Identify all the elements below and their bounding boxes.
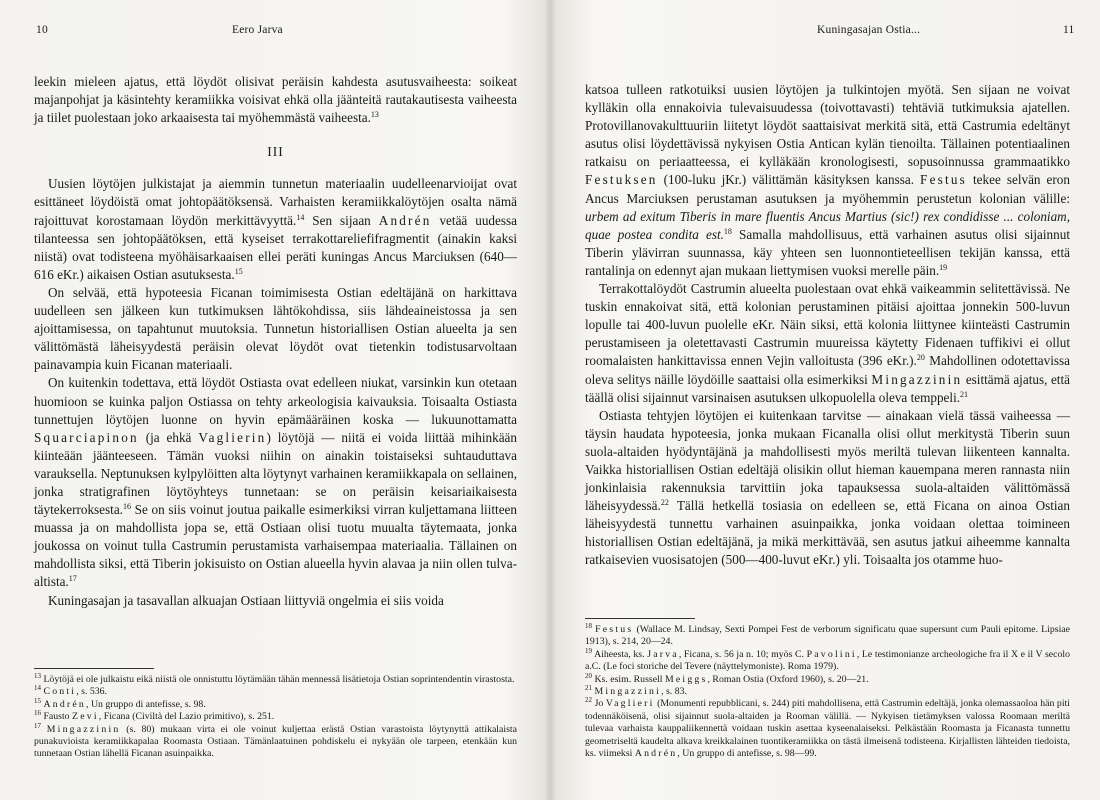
- footnote-ref: 13: [370, 110, 379, 120]
- footnote-rule: [585, 618, 695, 619]
- text-run: (100-luku jKr.) välittämän käsityksen kanssa.: [657, 172, 921, 188]
- right-page: [551, 0, 1100, 800]
- footnote: [34, 674, 517, 686]
- text-run: Aiheesta, ks.: [592, 648, 648, 660]
- text-run: Uusien löytöjen julkistajat ja aiemmin tunnetun materiaalin uudelleenarvioijat ovat esittäneet löydöistä omat johtopäätöksensä. Varhaisten keramiikkalöytöjen osalta nämä rajoittuvat korostamaan löydön merkittävyyttä.: [34, 176, 517, 228]
- text-run: tekee selvän eron Ancus Marciuksen perustaman asutuksen ja myöhemmin perustetun kolonian välille:: [585, 172, 1070, 206]
- author-name: Conti: [43, 686, 77, 698]
- text-run: Ostiasta tehtyjen löytöjen ei kuitenkaan tarvitse — ainakaan vielä tässä vaiheessa — täysin haudata hypoteesia, jonka mukaan Ficanalla olisi ollut merkitystä Tiberin suun suola-altaiden hyödyntäjänä ja mahdollisesti myös meriltä tulevan liikenteen kannalta. Vaikka historiallisen Ostian edeltäjä olisikin ollut hieman kauempana meren rannasta niin jonkinlaisia rakennuksia tarvittiin joka tapauksessa suola-altaiden välittömässä läheisyydessä.: [585, 407, 1070, 514]
- footnote: [585, 698, 1070, 760]
- paragraph: [585, 407, 1070, 570]
- author-name: Mingazzini: [594, 686, 662, 698]
- paragraph: [34, 175, 517, 284]
- paragraph: [34, 374, 517, 591]
- footnote-ref: 22: [585, 696, 592, 705]
- text-run: Jo: [592, 698, 606, 710]
- footnote: [585, 624, 1070, 649]
- text-run: , Roman Ostia (Oxford 1960), s. 20—21.: [707, 673, 869, 685]
- text-run: Kuningasajan ja tasavallan alkuajan Ostiaan liittyviä ongelmia ei siis voida: [48, 592, 444, 608]
- footnote: [585, 646, 1071, 674]
- text-run: Ks. esim. Russell: [592, 673, 665, 685]
- text-run: Se on siis voinut joutua paikalle esimerkiksi virran kuljettamana liitteen muassa ja on mahdollista jopa se, että Ostiaan olisi tuotu muualta täytemaata, jonka joukossa on voinut tulla Castrumin perustamista varhaisempaa materiaalia. Tällainen on mahdollista siksi, että Tiberin jokisuisto on Ostian alueella hyvin alavaa ja niin ollen tulva-altista.: [34, 502, 517, 590]
- author-name: Pavolini: [806, 648, 857, 660]
- left-paragraphs: [34, 73, 517, 127]
- footnote-ref: 16: [122, 502, 131, 512]
- paragraph: [34, 73, 517, 127]
- footnote-ref: 18: [723, 226, 732, 236]
- text-run: On kuitenkin todettava, että löydöt Ostiasta ovat edelleen niukat, varsinkin kun otetaan huomioon se kuinka paljon Ostiassa on tehty arkeologisia kaivauksia. Toisaalta Ostiasta tunnettujen löytöjen luonne on hyvin epämääräinen koska — lukuunottamatta: [34, 375, 517, 427]
- author-name: Andrén: [378, 212, 432, 228]
- author-name: Zevi: [72, 711, 99, 723]
- text-run: , Un gruppo di antefisse, s. 98—99.: [677, 748, 817, 760]
- author-name: Squarciapinon: [34, 429, 139, 445]
- left-body-text: [34, 73, 517, 610]
- footnote: [34, 686, 517, 698]
- paragraph: [585, 81, 1070, 280]
- text-run: , s. 536.: [76, 686, 107, 698]
- running-head-title: Kuningasajan Ostia...: [817, 24, 921, 36]
- text-run: Sen sijaan: [304, 212, 379, 228]
- text-run: Terrakottalöydöt Castrumin alueelta puolestaan ovat ehkä vaikeammin selitettävissä. Ne tuskin ennakoivat sitä, että kolonian perustaminen pitäisi ajoittaa jonnekin 500-luvun lopulle tai 400-luvun puolelle eKr. Näin siksi, että kolonia liittynee kiinteästi Castrumin perustamiseen ja oletettavasti Castrumin muureissa käytetty Fidenaen tuffikivi ei ollut roomalaisten hankittavissa ennen Vejin valloitusta (396 eKr.).: [585, 281, 1070, 369]
- footnote-ref: 22: [660, 498, 669, 508]
- text-run: (Wallace M. Lindsay, Sexti Pompei Fest de verborum significatu quae supersunt cum Pauli epitome. Lipsiae 1913), s. 214, 20—24.: [585, 624, 1070, 648]
- author-name: Mingazzinin: [871, 371, 963, 387]
- footnote-rule: [34, 668, 154, 669]
- running-head-author: Eero Jarva: [232, 24, 283, 36]
- text-run: Löytöjä ei ole julkaistu eikä niistä ole onnistuttu löytämään tähän mennessä lisätietoja Ostian soprintendentin virastosta.: [41, 674, 515, 685]
- footnote-ref: 14: [296, 212, 305, 222]
- left-paragraphs-after: [34, 175, 517, 609]
- author-name: Jarva: [647, 648, 679, 660]
- author-name: Meiggs: [664, 673, 708, 685]
- section-heading: III: [267, 144, 284, 160]
- footnote: [34, 711, 517, 723]
- text-run: (Monumenti repubblicani, s. 244) piti mahdollisena, että Castrumin edeltäjä, jonka olemassaoloa hän piti todennäköisenä, olisi sijainnut suola-altaiden ja Rooman välillä. — Nykyisen tietämyksen valossa Roomaan meriltä tulevaa varhaista kauppaliikennettä voidaan tuskin asettaa kyseenalaiseksi. Pelkästään Roomasta ja Ficanasta tunnettu geometriseltä kaudelta alkava kreikkalainen tuontikeramiikka on tästä ilmeisenä todisteena. Kirjallisten lähteiden tiedoista, ks. viimeksi: [585, 698, 1070, 760]
- paragraph: [585, 280, 1070, 407]
- author-name: Andrén: [634, 748, 678, 760]
- author-name: Festuksen: [585, 172, 658, 188]
- footnote-ref: 19: [939, 262, 948, 272]
- text-run: (s. 80) mukaan virta ei ole voinut kuljettaa erästä Ostian varastoista löytynyttä attikalaista punakuvioista keramiikkapalaa Roomasta Ostiaan. Tämänlaatuinen pohdiskelu ei nykyään ole tarpeen, etenkään kun tunnetaan Ostian lähellä Ficanan asuinpaikka.: [34, 723, 517, 760]
- right-footnotes: [585, 624, 1070, 760]
- footnote-ref: 18: [585, 622, 592, 630]
- footnote-ref: 21: [960, 389, 969, 399]
- footnote-ref: 19: [585, 646, 592, 655]
- footnote: [34, 696, 517, 711]
- right-body-text: [585, 81, 1070, 570]
- footnote-ref: 16: [34, 709, 41, 718]
- author-name: Vaglieri: [605, 698, 655, 710]
- text-run: Fausto: [41, 711, 73, 723]
- footnote-ref: 20: [585, 671, 592, 680]
- author-name: Festus: [920, 172, 967, 188]
- footnote: [585, 671, 1070, 686]
- text-run: esittämä ajatus, että täällä olisi sijainnut varsinaisen asutuksen ulkopuolella oleva temppeli.: [585, 371, 1070, 405]
- text-run: vetää uudessa tilanteessa sen johtopäätöksen, että kyseiset terrakottareliefifragmentit (ainakin kaksi niistä) ovat todisteena myöhäisarkaaisen ellei peräti kuningas Ancus Marciuksen (640—616 eKr.) aikaisen Ostian asutuksesta.: [34, 212, 517, 282]
- text-run: leekin mieleen ajatus, että löydöt olisivat peräisin kahdesta asutusvaiheesta: soikeat majanpohjat ja käsintehty keramiikka voisivat ehkä olla jäänteitä rautakautisesta vaiheesta ja tiilet puolestaan joko arkaaisesta tai myöhemmästä vaiheesta.: [34, 74, 517, 126]
- author-name: Mingazzinin: [46, 723, 121, 735]
- text-run: urbem ad exitum Tiberis in mare fluentis Ancus Martius (sic!) rex condidisse ... coloniam, quae postea condita est.: [585, 208, 1070, 242]
- footnote-ref: 20: [916, 353, 925, 363]
- text-run: , Ficana (Civiltà del Lazio primitivo), s. 251.: [98, 711, 275, 723]
- footnote: [34, 721, 517, 761]
- left-page: [0, 0, 549, 800]
- text-run: , s. 83.: [661, 686, 687, 698]
- text-run: ) löytöjä — niitä ei voida liittää mihinkään kiinteään jäänteeseen. Tämän vuoksi niihin on ainakin toistaiseksi suhtauduttava varauksella. Neptunuksen kylpylöitten alta löytynyt varhainen keramiikkapala on sellainen, jonka stratigrafinen löytöyhteys tunnetaan: se on peräisin keisariaikaisesta täytekerroksesta.: [34, 429, 517, 518]
- footnote-ref: 13: [34, 672, 41, 680]
- footnote-ref: 17: [68, 574, 77, 584]
- footnote-ref: 17: [34, 721, 41, 730]
- text-run: (ja ehkä: [138, 429, 199, 445]
- paragraph: [34, 592, 517, 610]
- text-run: On selvää, että hypoteesia Ficanan toimimisesta Ostian edeltäjänä on harkittava uudelleen sen jälkeen kun tutkimuksen lähtökohdissa, siis lähdeaineistossa ja sen ajoittamisessa, on tapahtunut muutoksia. Tunnetun historiallisen Ostian alueelta ja sen välittömästä läheisyydestä peräisin olevat löydöt ovat tietenkin todistusarvoltaan painavampia kuin Ficanan materiaali.: [34, 284, 517, 373]
- author-name: Festus: [595, 624, 634, 635]
- page-number: 10: [36, 24, 48, 36]
- text-run: , Un gruppo di antefisse, s. 98.: [86, 698, 206, 710]
- text-run: Samalla mahdollisuus, että varhainen asutus olisi sijainnut Tiberin ylävirran suunnassa, käy yhteen sen luonnontieteellisen tekijän kanssa, että rantalinja on edennyt ajan mukaan liettymisen vuoksi merelle päin.: [585, 226, 1070, 278]
- paragraph: [34, 284, 517, 374]
- text-run: Tällä hetkellä tosiasia on edelleen se, että Ficana on ainoa Ostian läheisyydestä tunnettu varhainen asuinpaikka, jonka voidaan olettaa toimineen historiallisen Ostian edeltäjänä, ja mikä merkittävää, sen asutus jatkui aiheemme kannalta ratkaisevien vuosisatojen (500—400-luvut eKr.) yli. Toisaalta jos otamme huo-: [585, 498, 1070, 568]
- footnote-ref: 14: [34, 684, 41, 693]
- text-run: , Le testimonianze archeologiche fra il X e il V secolo a.C. (Le foci storiche del Tevere (näyttelymoniste). Roma 1979).: [585, 648, 1071, 673]
- right-paragraphs: [585, 81, 1070, 570]
- author-name: Andrén: [43, 698, 87, 710]
- footnote: [585, 686, 1070, 698]
- left-footnotes: [34, 674, 517, 761]
- text-run: katsoa tulleen ratkotuiksi uusien löytöjen ja tulkintojen myötä. Sen sijaan ne voivat kylläkin olla ennakoivia tulevaisuudessa (toivottavasti) tehtäviä tutkimuksia ajatellen. Protovillanovakulttuuriin liitetyt löydöt saattaisivat merkitä sitä, että Castrumia edeltänyt asutus olisi löydettävissä nykyisen Ostia Antican kylän tienoilta. Tällainen potentiaalinen ratkaisu on periaatteessa, ei kylläkään kronologisesti, sopusoinnussa grammaatikko: [585, 82, 1070, 170]
- author-name: Vaglierin: [198, 429, 267, 445]
- text-run: Mahdollinen odotettavissa oleva selitys näille löydöille saattaisi olla esimerkiksi: [585, 353, 1070, 387]
- footnote-ref: 21: [585, 684, 592, 693]
- page-number: 11: [1063, 24, 1075, 36]
- text-run: , Ficana, s. 56 ja n. 10; myös C.: [678, 648, 807, 660]
- footnote-ref: 15: [34, 696, 41, 705]
- footnote-ref: 15: [234, 266, 243, 276]
